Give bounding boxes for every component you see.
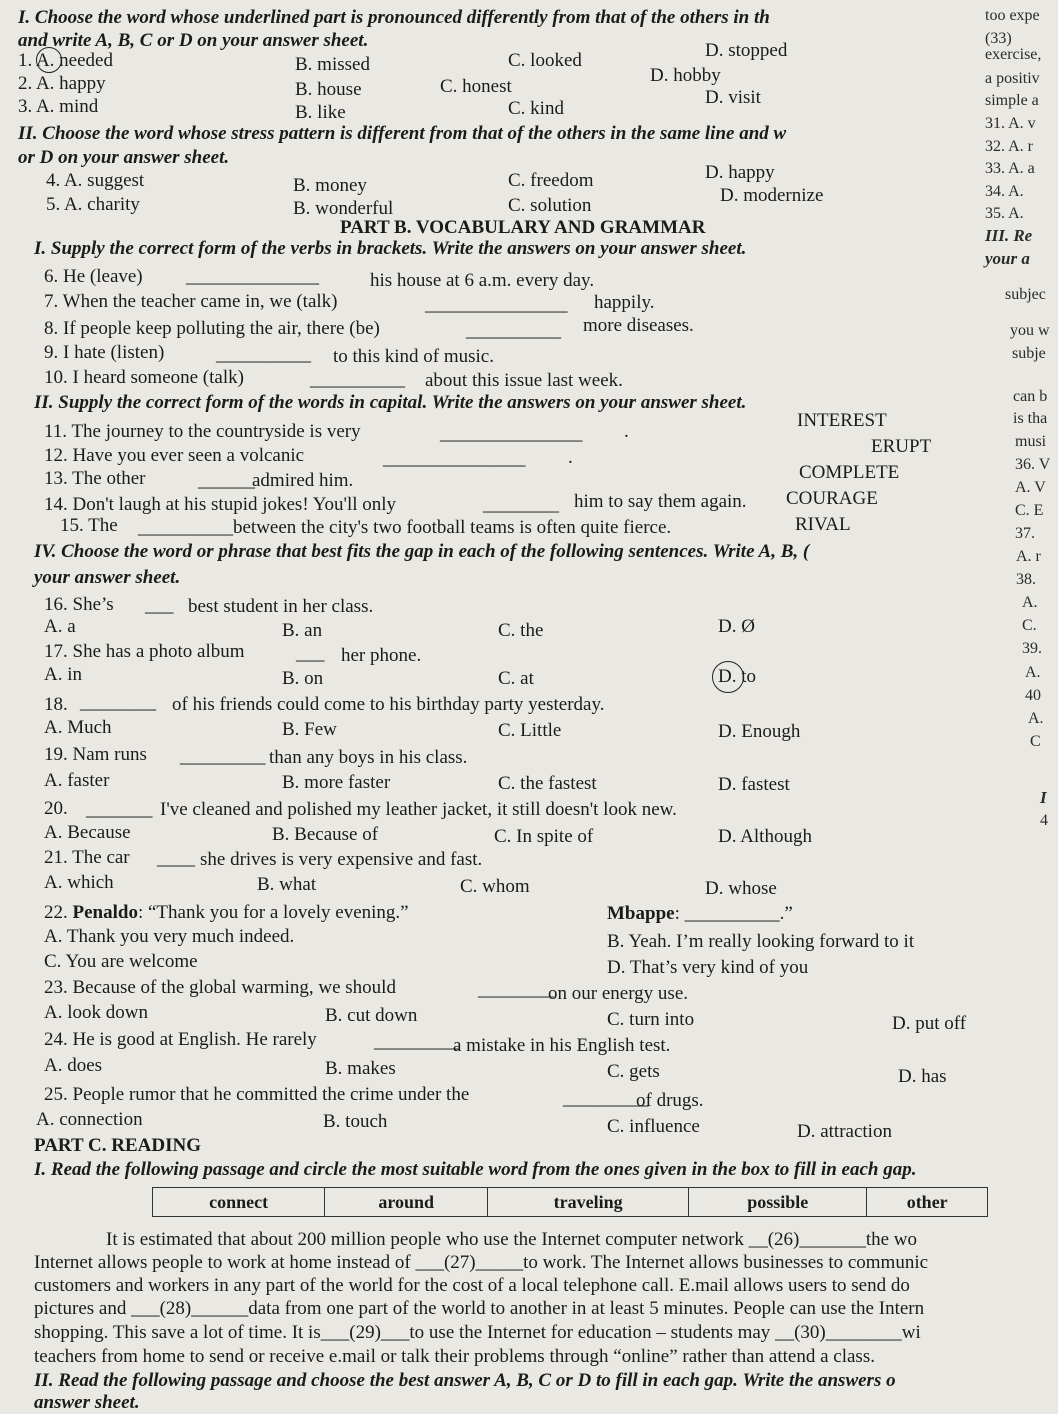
q19-blank: _________ — [180, 746, 266, 767]
side-text: 40 — [1025, 687, 1041, 704]
side-text: 34. A. — [985, 183, 1024, 200]
q7-stem-a: 7. When the teacher came in, we (talk) — [44, 291, 338, 312]
side-text: A. — [1025, 664, 1041, 681]
q25-option-a: A. connection — [36, 1109, 143, 1130]
side-text: too expe — [985, 7, 1040, 24]
q21-option-d: D. whose — [705, 878, 777, 899]
passage-line: shopping. This save a lot of time. It is___(29)___to use the Internet for education – students may __(30)________wi — [34, 1322, 921, 1343]
q25-blank: _________ — [563, 1088, 649, 1109]
q14-blank: ________ — [483, 494, 559, 515]
side-text: exercise, — [985, 46, 1042, 63]
q23-blank: ________ — [478, 979, 554, 1000]
side-text: A. — [1028, 710, 1044, 727]
q11-word: INTEREST — [797, 410, 887, 431]
q13-stem-a: 13. The other — [44, 468, 146, 489]
word-box — [152, 1187, 988, 1217]
q19-option-d: D. fastest — [718, 774, 790, 795]
q17-option-c: C. at — [498, 668, 534, 689]
q15-stem-a: 15. The — [60, 515, 118, 536]
section-heading: II. Choose the word whose stress pattern is different from that of the others in the same line and w — [18, 123, 787, 144]
q15-blank: __________ — [138, 517, 233, 538]
passage-line: It is estimated that about 200 million people who use the Internet computer network __(26)_______the wo — [106, 1229, 918, 1250]
q22-option-b: B. Yeah. I’m really looking forward to it — [607, 931, 915, 952]
q20-stem-b: I've cleaned and polished my leather jacket, it still doesn't look new. — [160, 799, 677, 820]
q15-stem-b: between the city's two football teams is often quite fierce. — [233, 517, 672, 538]
side-text: (33) — [985, 30, 1012, 47]
q23-option-b: B. cut down — [325, 1005, 418, 1026]
gap-27: (27) — [443, 1252, 476, 1273]
q4-d: D. happy — [705, 162, 775, 183]
q18-option-a: A. Much — [44, 717, 112, 738]
q11-blank: _______________ — [440, 423, 583, 444]
q9-stem-a: 9. I hate (listen) — [44, 342, 165, 363]
side-text: 32. A. r — [985, 138, 1033, 155]
q17-stem-a: 17. She has a photo album — [44, 641, 245, 662]
gap-30: (30) — [794, 1322, 826, 1343]
word-box-item: other — [867, 1188, 988, 1217]
q25-stem-a: 25. People rumor that he committed the crime under the — [44, 1084, 470, 1105]
q7-blank: _______________ — [425, 294, 568, 315]
q25-option-c: C. influence — [607, 1116, 700, 1137]
q3-b: B. like — [295, 102, 346, 123]
side-text: I — [1040, 788, 1047, 807]
section-heading-cont: answer sheet. — [34, 1392, 140, 1413]
section-heading: II. Supply the correct form of the words in capital. Write the answers on your answer sheet. — [34, 392, 747, 413]
q19-stem-b: than any boys in his class. — [269, 747, 468, 768]
passage-line: customers and workers in any part of the world for the cost of a local telephone call. E.mail allows users to send do — [34, 1275, 910, 1296]
q8-stem-a: 8. If people keep polluting the air, there (be) — [44, 318, 380, 339]
q22-option-c: C. You are welcome — [44, 951, 198, 972]
section-heading: IV. Choose the word or phrase that best fits the gap in each of the following sentences. Write A, B, ( — [34, 541, 810, 562]
side-text: C. — [1022, 617, 1037, 634]
q24-option-d: D. has — [898, 1066, 947, 1087]
word-box-item: around — [325, 1188, 488, 1217]
q25-stem-b: of drugs. — [636, 1090, 704, 1111]
q3-d: D. visit — [705, 87, 761, 108]
q6-blank: ______________ — [186, 266, 319, 287]
q23-option-c: C. turn into — [607, 1009, 695, 1030]
q14-stem-a: 14. Don't laugh at his stupid jokes! You'll only — [44, 494, 397, 515]
q23-stem-a: 23. Because of the global warming, we should — [44, 977, 396, 998]
q24-stem-a: 24. He is good at English. He rarely — [44, 1029, 317, 1050]
side-text: A. V — [1015, 479, 1046, 496]
q11-stem-b: . — [624, 421, 629, 442]
q17-stem-b: her phone. — [341, 645, 422, 666]
side-text: 38. — [1016, 571, 1036, 588]
word-box-item: traveling — [488, 1188, 689, 1217]
side-text: subjec — [1005, 286, 1046, 303]
q23-option-d: D. put off — [892, 1013, 967, 1034]
q18-blank: ________ — [80, 692, 156, 713]
q10-stem-a: 10. I heard someone (talk) — [44, 367, 244, 388]
q6-stem-b: his house at 6 a.m. every day. — [370, 270, 595, 291]
q5-d: D. modernize — [720, 185, 824, 206]
section-heading-cont: and write A, B, C or D on your answer sheet. — [18, 30, 369, 51]
section-heading-cont: your answer sheet. — [34, 567, 181, 588]
side-text: 33. A. a — [985, 160, 1035, 177]
q1-d: D. stopped — [705, 40, 788, 61]
side-text: A. — [1022, 594, 1038, 611]
passage-line: teachers from home to send or receive e.mail or talk their problems through “online” rather than attend a class. — [34, 1346, 875, 1367]
q24-option-c: C. gets — [607, 1061, 660, 1082]
side-text: III. Re — [985, 226, 1033, 245]
q13-blank: ______ — [198, 470, 255, 491]
side-text: simple a — [985, 92, 1039, 109]
q18-option-b: B. Few — [282, 719, 337, 740]
side-text: musi — [1015, 433, 1047, 450]
q14-stem-b: him to say them again. — [574, 491, 747, 512]
q20-blank: _______ — [86, 799, 153, 820]
q2-b: B. house — [295, 79, 362, 100]
q14-word: COURAGE — [786, 488, 878, 509]
q5-c: C. solution — [508, 195, 592, 216]
q15-word: RIVAL — [795, 514, 851, 535]
part-title: PART B. VOCABULARY AND GRAMMAR — [340, 217, 706, 238]
side-text: you w — [1010, 322, 1050, 339]
q22-option-d: D. That’s very kind of you — [607, 957, 809, 978]
section-heading: I. Supply the correct form of the verbs in brackets. Write the answers on your answer sheet. — [34, 238, 747, 259]
q12-blank: _______________ — [383, 448, 526, 469]
side-text: is tha — [1013, 410, 1048, 427]
q9-blank: __________ — [216, 344, 311, 365]
q20-stem-a: 20. — [44, 798, 68, 819]
q21-blank: ____ — [157, 848, 195, 869]
q12-word: ERUPT — [871, 436, 932, 457]
section-heading: I. Read the following passage and circle the most suitable word from the ones given in the box to fill in each gap. — [34, 1159, 917, 1180]
q8-blank: __________ — [466, 320, 561, 341]
side-text: 4 — [1040, 812, 1048, 829]
section-heading: I. Choose the word whose underlined part is pronounced differently from that of the others in th — [18, 7, 770, 28]
side-text: 36. V — [1015, 456, 1051, 473]
side-text: can b — [1013, 388, 1048, 405]
q21-option-c: C. whom — [460, 876, 530, 897]
q21-option-a: A. which — [44, 872, 114, 893]
q22-option-a: A. Thank you very much indeed. — [44, 926, 295, 947]
q16-option-d: D. Ø — [718, 616, 755, 637]
passage-line: pictures and ___(28)______data from one part of the world to another in at least 5 minutes. People can use the Intern — [34, 1298, 925, 1319]
q24-blank: _________ — [374, 1031, 460, 1052]
q20-option-c: C. In spite of — [494, 826, 594, 847]
part-title: PART C. READING — [34, 1135, 202, 1156]
q3-a: 3. A. mind — [18, 96, 99, 117]
speaker-name: Penaldo — [72, 902, 138, 923]
q22-row: 22. Penaldo: “Thank you for a lovely evening.” — [44, 902, 409, 923]
q19-option-c: C. the fastest — [498, 773, 597, 794]
q18-option-d: D. Enough — [718, 721, 801, 742]
side-text: a positiv — [985, 70, 1040, 87]
q21-stem-b: she drives is very expensive and fast. — [200, 849, 483, 870]
q16-option-c: C. the — [498, 620, 544, 641]
q11-stem-a: 11. The journey to the countryside is very — [44, 421, 361, 442]
q12-stem-a: 12. Have you ever seen a volcanic — [44, 445, 305, 466]
q16-option-b: B. an — [282, 620, 323, 641]
q16-option-a: A. a — [44, 616, 76, 637]
q25-option-b: B. touch — [323, 1111, 388, 1132]
section-heading-cont: or D on your answer sheet. — [18, 147, 230, 168]
q17-option-d: D. to — [718, 666, 756, 687]
q16-blank: ___ — [145, 595, 174, 616]
q20-option-b: B. Because of — [272, 824, 379, 845]
q8-stem-b: more diseases. — [583, 315, 694, 336]
side-text: your a — [985, 249, 1030, 268]
q20-option-a: A. Because — [44, 822, 131, 843]
q23-stem-b: on our energy use. — [548, 983, 689, 1004]
word-box-item: possible — [689, 1188, 867, 1217]
gap-29: (29) — [349, 1322, 381, 1343]
q2-a: 2. A. happy — [18, 73, 106, 94]
q17-blank: ___ — [296, 643, 325, 664]
q10-blank: __________ — [310, 369, 405, 390]
side-text: C — [1030, 733, 1041, 750]
q18-stem-b: of his friends could come to his birthday party yesterday. — [172, 694, 605, 715]
side-text: A. r — [1016, 548, 1041, 565]
q10-stem-b: about this issue last week. — [425, 370, 623, 391]
speaker-name: Mbappe — [607, 903, 675, 924]
q17-option-a: A. in — [44, 664, 82, 685]
q3-c: C. kind — [508, 98, 564, 119]
side-text: 35. A. — [985, 205, 1024, 222]
q24-stem-b: a mistake in his English test. — [453, 1035, 671, 1056]
q13-stem-b: admired him. — [252, 470, 354, 491]
q4-c: C. freedom — [508, 170, 594, 191]
q5-a: 5. A. charity — [46, 194, 140, 215]
q2-c: C. honest — [440, 76, 512, 97]
q16-stem-a: 16. She’s — [44, 594, 114, 615]
answer-circle — [36, 47, 62, 73]
q6-stem-a: 6. He (leave) — [44, 266, 143, 287]
q22-reply: Mbappe: __________.” — [607, 903, 793, 924]
q4-b: B. money — [293, 175, 367, 196]
q25-option-d: D. attraction — [797, 1121, 892, 1142]
q9-stem-b: to this kind of music. — [333, 346, 494, 367]
side-text: 31. A. v — [985, 115, 1036, 132]
q18-option-c: C. Little — [498, 720, 562, 741]
q24-option-b: B. makes — [325, 1058, 396, 1079]
q19-option-b: B. more faster — [282, 772, 391, 793]
q19-option-a: A. faster — [44, 770, 110, 791]
section-heading: II. Read the following passage and choose the best answer A, B, C or D to fill in each gap. Write the answers o — [34, 1370, 896, 1391]
gap-28: (28) — [159, 1298, 192, 1319]
q1-a: 1. A. needed — [18, 50, 113, 71]
q21-stem-a: 21. The car — [44, 847, 130, 868]
q4-a: 4. A. suggest — [46, 170, 145, 191]
q1-b: B. missed — [295, 54, 370, 75]
q21-option-b: B. what — [257, 874, 317, 895]
q20-option-d: D. Although — [718, 826, 812, 847]
q1-c: C. looked — [508, 50, 582, 71]
q16-stem-b: best student in her class. — [188, 596, 374, 617]
word-box-item: connect — [153, 1188, 325, 1217]
q13-word: COMPLETE — [799, 462, 900, 483]
side-text: C. E — [1015, 502, 1044, 519]
passage-line: Internet allows people to work at home instead of ___(27)_____to work. The Internet allows businesses to communic — [34, 1252, 929, 1273]
side-text: subje — [1012, 345, 1046, 362]
q12-stem-b: . — [568, 447, 573, 468]
answer-circle — [712, 661, 744, 693]
side-text: 37. — [1015, 525, 1035, 542]
q18-stem-a: 18. — [44, 694, 68, 715]
q23-option-a: A. look down — [44, 1002, 148, 1023]
side-text: 39. — [1022, 640, 1042, 657]
q5-b: B. wonderful — [293, 198, 394, 219]
q7-stem-b: happily. — [594, 292, 655, 313]
q17-option-b: B. on — [282, 668, 324, 689]
gap-26: (26) — [767, 1229, 800, 1250]
q2-d: D. hobby — [650, 65, 721, 86]
q19-stem-a: 19. Nam runs — [44, 744, 147, 765]
q24-option-a: A. does — [44, 1055, 103, 1076]
